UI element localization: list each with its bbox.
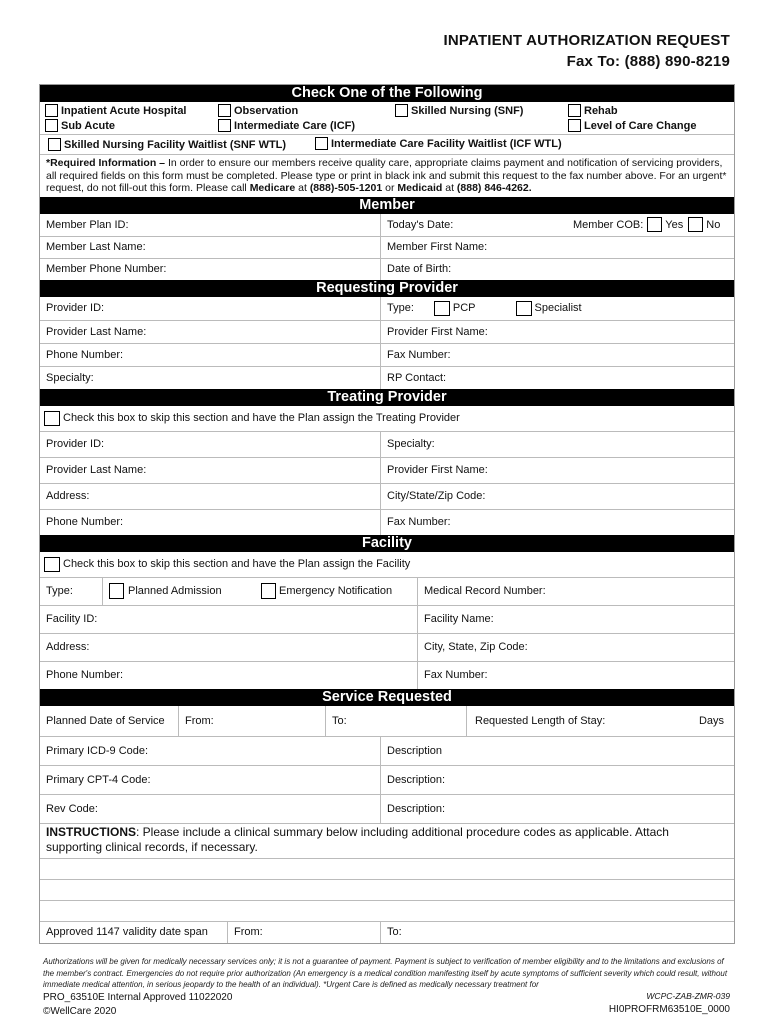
treat-phone-field[interactable] xyxy=(40,510,380,535)
observation-label: Observation xyxy=(234,104,299,117)
emergency-notification-label: Emergency Notification xyxy=(279,585,393,597)
check-row-2 xyxy=(40,118,734,134)
req-fax-field[interactable] xyxy=(380,344,734,366)
length-of-stay-field[interactable] xyxy=(466,706,734,736)
copyright: ©WellCare 2020 xyxy=(43,1006,117,1017)
form-title: INPATIENT AUTHORIZATION REQUEST xyxy=(443,32,730,49)
treating-row-2 xyxy=(40,457,734,483)
treat-fax-label: Fax Number: xyxy=(387,516,451,528)
rp-contact-field[interactable] xyxy=(380,367,734,389)
treat-specialty-field[interactable] xyxy=(380,432,734,457)
emergency-notification-cell xyxy=(255,578,417,605)
dob-label: Date of Birth: xyxy=(387,263,452,275)
section-treating-provider: Treating Provider xyxy=(40,389,734,406)
service-to-label: To: xyxy=(332,714,347,727)
service-from-label: From: xyxy=(185,714,214,727)
treat-last-name-field[interactable] xyxy=(40,458,380,483)
facility-skip-label: Check this box to skip this section and have the Plan assign the Facility xyxy=(63,558,411,570)
at-text-2: at xyxy=(442,182,457,194)
treating-row-4 xyxy=(40,509,734,535)
cpt-code-field[interactable] xyxy=(40,766,380,794)
todays-date-label: Today's Date: xyxy=(387,218,454,231)
check-row-1 xyxy=(40,102,734,118)
facility-name-field[interactable] xyxy=(417,606,734,633)
emergency-notification-checkbox[interactable] xyxy=(261,583,276,599)
treat-first-name-field[interactable] xyxy=(380,458,734,483)
treat-specialty-label: Specialty: xyxy=(387,438,435,450)
instructions-text: : Please include a clinical summary below including additional procedure codes as applicable. Attach supporting clinical records, if necessary. xyxy=(46,824,669,854)
validity-from-field[interactable] xyxy=(227,922,380,943)
rev-code-label: Rev Code: xyxy=(46,802,98,815)
cob-yes-label: Yes xyxy=(665,218,684,231)
medicaid-label: Medicaid xyxy=(397,182,443,194)
treating-skip-cell xyxy=(40,406,734,431)
skilled-nursing-checkbox[interactable] xyxy=(395,104,408,117)
instructions xyxy=(40,823,734,858)
facility-row-2 xyxy=(40,605,734,633)
section-requesting-provider: Requesting Provider xyxy=(40,280,734,297)
treat-city-label: City/State/Zip Code: xyxy=(387,490,486,502)
requesting-row-3 xyxy=(40,343,734,366)
specialist-label: Specialist xyxy=(534,302,582,314)
member-plan-id-label: Member Plan ID: xyxy=(46,218,129,231)
clinical-summary-line-3[interactable] xyxy=(40,900,734,921)
facility-city-field[interactable] xyxy=(417,634,734,661)
inpatient-acute-label: Inpatient Acute Hospital xyxy=(61,104,187,117)
service-row-1 xyxy=(40,706,734,736)
snf-wtl-checkbox[interactable] xyxy=(48,138,61,151)
icd-description-field[interactable] xyxy=(380,737,734,765)
req-provider-id-field[interactable] xyxy=(40,297,380,320)
rev-description-field[interactable] xyxy=(380,795,734,823)
rev-description-label: Description: xyxy=(387,802,446,815)
form-header xyxy=(444,30,730,72)
instructions-label: INSTRUCTIONS xyxy=(46,824,136,839)
icf-wtl-checkbox[interactable] xyxy=(315,137,328,150)
facility-skip-cell xyxy=(40,552,734,577)
validity-from-label: From: xyxy=(234,926,263,938)
disclaimer-note: Authorizations will be given for medically necessary services only; it is not a guarantee of payment. Payment is subject to verification of member eligibility and to the limitations and exclusions of the member's contract. Emergencies do not require prior authorization (An emergency is a medical condition manifesting itself by acute symptoms of sufficient severity which could result, without immediate medical attention, in serious jeopardy to the health of an individual). *Urgent Care is defined as medically necessary treatment for xyxy=(43,957,728,989)
treating-row-1 xyxy=(40,431,734,457)
validity-label-cell xyxy=(40,922,227,943)
level-change-checkbox[interactable] xyxy=(568,119,581,132)
facility-row-3 xyxy=(40,633,734,661)
member-row-2 xyxy=(40,236,734,258)
section-member: Member xyxy=(40,197,734,214)
validity-row xyxy=(40,921,734,943)
authorization-form xyxy=(39,84,735,944)
icf-checkbox[interactable] xyxy=(218,119,231,132)
clinical-summary-line-2[interactable] xyxy=(40,879,734,900)
service-from-field[interactable] xyxy=(178,706,325,736)
cob-yes-checkbox[interactable] xyxy=(647,217,662,232)
mrn-label: Medical Record Number: xyxy=(424,585,546,597)
service-row-4 xyxy=(40,794,734,823)
treat-phone-label: Phone Number: xyxy=(46,516,124,528)
wcpc-code: WCPC-ZAB-ZMR-039 xyxy=(646,991,730,1001)
validity-to-label: To: xyxy=(387,926,402,938)
member-phone-field[interactable] xyxy=(40,259,380,280)
requesting-row-2 xyxy=(40,320,734,343)
req-first-name-field[interactable] xyxy=(380,321,734,343)
icd-code-field[interactable] xyxy=(40,737,380,765)
sub-acute-checkbox[interactable] xyxy=(45,119,58,132)
length-of-stay-label: Requested Length of Stay: xyxy=(475,714,606,727)
facility-city-label: City, State, Zip Code: xyxy=(424,641,528,653)
req-type-field xyxy=(380,297,734,320)
treat-address-field[interactable] xyxy=(40,484,380,509)
facility-id-label: Facility ID: xyxy=(46,613,98,625)
observation-checkbox[interactable] xyxy=(218,104,231,117)
section-service-requested: Service Requested xyxy=(40,689,734,706)
planned-date-label-cell xyxy=(40,706,178,736)
rev-code-field[interactable] xyxy=(40,795,380,823)
facility-phone-field[interactable] xyxy=(40,662,417,689)
req-type-label: Type: xyxy=(387,302,414,314)
facility-address-label: Address: xyxy=(46,641,90,653)
rehab-label: Rehab xyxy=(584,104,618,117)
facility-skip-checkbox[interactable] xyxy=(44,557,60,572)
facility-skip-row xyxy=(40,552,734,577)
form-id: HI0PROFRM63510E_0000 xyxy=(608,1004,730,1015)
treat-address-label: Address: xyxy=(46,490,90,502)
dob-field[interactable] xyxy=(380,259,734,280)
clinical-summary-line-1[interactable] xyxy=(40,858,734,879)
cob-no-checkbox[interactable] xyxy=(688,217,703,232)
pcp-checkbox[interactable] xyxy=(434,301,450,316)
snf-wtl-label: Skilled Nursing Facility Waitlist (SNF WTL) xyxy=(64,138,287,151)
required-info-label: *Required Information – xyxy=(46,157,168,169)
facility-fax-field[interactable] xyxy=(417,662,734,689)
member-plan-id-field[interactable] xyxy=(40,214,380,236)
form-code: PRO_63510E Internal Approved 11022020 xyxy=(43,992,233,1003)
req-provider-id-label: Provider ID: xyxy=(46,302,105,314)
treating-skip-checkbox[interactable] xyxy=(44,411,60,426)
requesting-row-4 xyxy=(40,366,734,389)
treating-skip-label: Check this box to skip this section and have the Plan assign the Treating Provider xyxy=(63,412,460,424)
treat-provider-id-field[interactable] xyxy=(40,432,380,457)
sub-acute-label: Sub Acute xyxy=(61,119,115,132)
skilled-nursing-label: Skilled Nursing (SNF) xyxy=(411,104,524,117)
section-facility: Facility xyxy=(40,535,734,552)
fax-number: Fax To: (888) 890-8219 xyxy=(566,53,730,70)
facility-type-label-cell xyxy=(40,578,102,605)
service-to-field[interactable] xyxy=(325,706,466,736)
requesting-row-1 xyxy=(40,297,734,320)
planned-admission-checkbox[interactable] xyxy=(109,583,124,599)
medicaid-phone: (888) 846-4262. xyxy=(456,182,532,194)
service-row-3 xyxy=(40,765,734,794)
rp-contact-label: RP Contact: xyxy=(387,371,447,384)
validity-to-field[interactable] xyxy=(380,922,734,943)
rehab-checkbox[interactable] xyxy=(568,104,581,117)
req-last-name-field[interactable] xyxy=(40,321,380,343)
facility-name-label: Facility Name: xyxy=(424,613,494,625)
facility-address-field[interactable] xyxy=(40,634,417,661)
req-specialty-label: Specialty: xyxy=(46,371,94,384)
treat-first-name-label: Provider First Name: xyxy=(387,464,488,476)
cob-no-label: No xyxy=(706,218,721,231)
required-info-text: In order to ensure our members receive quality care, appropriate claims payment and notification of servicing providers, all required fields on this form must be completed. Please type or print in black ink and submit this request to the fax number above. For an urgent* request, do not fill-out this form. Please call xyxy=(46,157,727,194)
member-row-3 xyxy=(40,258,734,280)
req-specialty-field[interactable] xyxy=(40,367,380,389)
member-row-1 xyxy=(40,214,734,236)
check-row-3 xyxy=(40,134,734,154)
facility-row-4 xyxy=(40,661,734,689)
member-cob-label: Member COB: xyxy=(573,218,644,231)
icd-code-label: Primary ICD-9 Code: xyxy=(46,744,149,757)
icf-label: Intermediate Care (ICF) xyxy=(234,119,356,132)
member-first-name-label: Member First Name: xyxy=(387,241,488,253)
treating-skip-row xyxy=(40,406,734,431)
required-information xyxy=(40,154,734,197)
todays-date-field[interactable] xyxy=(380,214,567,236)
req-first-name-label: Provider First Name: xyxy=(387,325,488,338)
treat-provider-id-label: Provider ID: xyxy=(46,438,105,450)
req-last-name-label: Provider Last Name: xyxy=(46,325,147,338)
planned-date-label: Planned Date of Service xyxy=(46,714,165,727)
medicare-phone: (888)-505-1201 xyxy=(309,182,383,194)
pcp-label: PCP xyxy=(452,302,476,314)
cpt-code-label: Primary CPT-4 Code: xyxy=(46,773,151,786)
medicare-label: Medicare xyxy=(249,182,296,194)
member-first-name-field[interactable] xyxy=(380,237,734,258)
treat-last-name-label: Provider Last Name: xyxy=(46,464,147,476)
req-fax-label: Fax Number: xyxy=(387,348,451,361)
days-label: Days xyxy=(698,714,724,727)
planned-admission-cell xyxy=(102,578,255,605)
facility-type-label: Type: xyxy=(46,585,73,597)
treating-row-3 xyxy=(40,483,734,509)
member-last-name-label: Member Last Name: xyxy=(46,241,146,253)
treat-city-field[interactable] xyxy=(380,484,734,509)
level-change-label: Level of Care Change xyxy=(584,119,697,132)
icd-description-label: Description xyxy=(387,744,443,757)
facility-row-1 xyxy=(40,577,734,605)
req-phone-label: Phone Number: xyxy=(46,348,124,361)
service-row-2 xyxy=(40,736,734,765)
member-phone-label: Member Phone Number: xyxy=(46,263,167,275)
icf-wtl-label: Intermediate Care Facility Waitlist (ICF WTL) xyxy=(331,137,562,150)
cpt-description-field[interactable] xyxy=(380,766,734,794)
member-last-name-field[interactable] xyxy=(40,237,380,258)
planned-admission-label: Planned Admission xyxy=(128,585,222,597)
at-text-1: at xyxy=(295,182,310,194)
or-text: or xyxy=(382,182,398,194)
inpatient-acute-checkbox[interactable] xyxy=(45,104,58,117)
cpt-description-label: Description: xyxy=(387,773,446,786)
member-cob-field xyxy=(567,214,734,236)
specialist-checkbox[interactable] xyxy=(516,301,532,316)
facility-phone-label: Phone Number: xyxy=(46,669,124,681)
section-check-one: Check One of the Following xyxy=(40,85,734,102)
facility-fax-label: Fax Number: xyxy=(424,669,488,681)
mrn-field[interactable] xyxy=(417,578,734,605)
facility-id-field[interactable] xyxy=(40,606,417,633)
validity-label: Approved 1147 validity date span xyxy=(46,926,208,938)
req-phone-field[interactable] xyxy=(40,344,380,366)
treat-fax-field[interactable] xyxy=(380,510,734,535)
